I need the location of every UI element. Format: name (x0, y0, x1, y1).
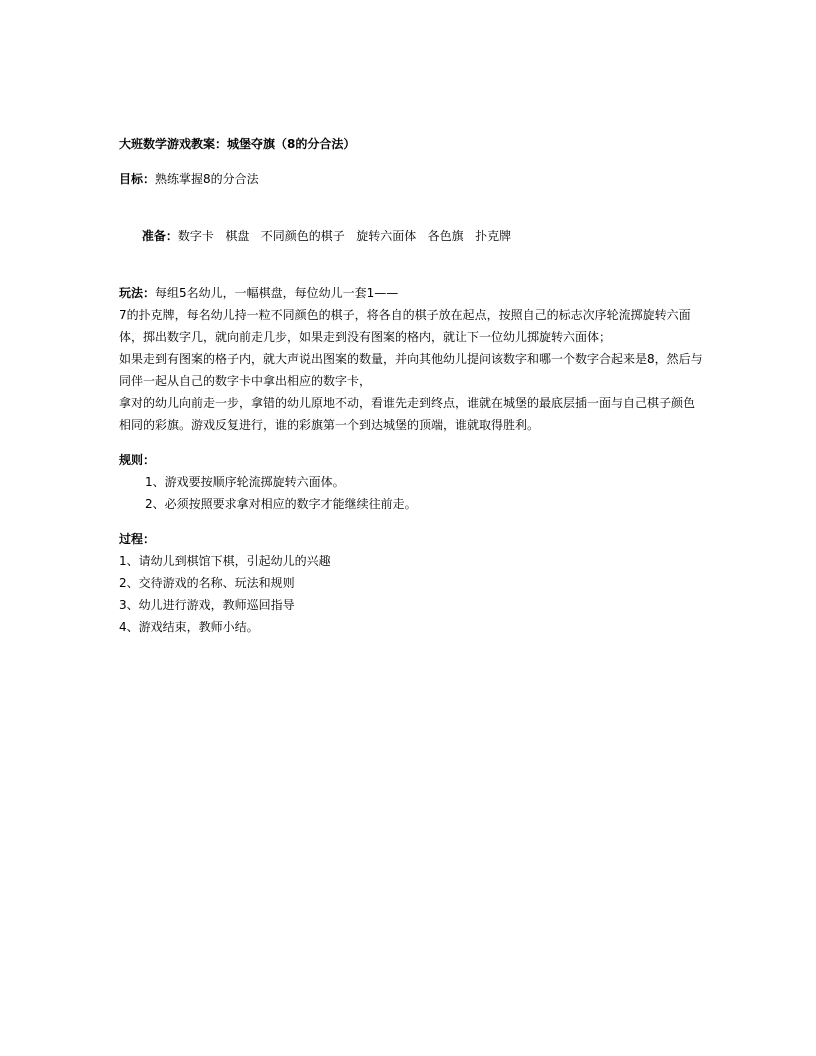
document-title: 大班数学游戏教案：城堡夺旗（8的分合法） (119, 137, 356, 151)
play-section (119, 282, 704, 436)
rules-label: 规则： (119, 453, 156, 467)
play-label: 玩法： (119, 286, 156, 300)
play-line: 7的扑克牌，每名幼儿持一粒不同颜色的棋子，将各自的棋子放在起点，按照自己的标志次序轮流掷旋转六面体，掷出数字几，就向前走几步，如果走到没有图案的格内，就让下一位幼儿掷旋转六面体； (119, 308, 691, 344)
play-line: 每组5名幼儿，一幅棋盘，每位幼儿一套1—— (155, 286, 399, 300)
process-label: 过程： (119, 532, 156, 546)
rule-item: 2、必须按照要求拿对相应的数字才能继续往前走。 (145, 497, 417, 511)
document-page (119, 133, 704, 638)
goal-text: 熟练掌握8的分合法 (155, 172, 259, 186)
rules-list (119, 471, 704, 515)
process-item: 3、幼儿进行游戏，教师巡回指导 (119, 598, 295, 612)
prep-text: 数字卡 棋盘 不同颜色的棋子 旋转六面体 各色旗 扑克牌 (177, 229, 512, 243)
play-line: 拿对的幼儿向前走一步，拿错的幼儿原地不动，看谁先走到终点，谁就在城堡的最底层插一面与自己棋子颜色相同的彩旗。游戏反复进行，谁的彩旗第一个到达城堡的顶端，谁就取得胜利。 (119, 396, 696, 432)
process-section (119, 528, 704, 638)
rules-section (119, 449, 704, 515)
process-item: 1、请幼儿到棋馆下棋，引起幼儿的兴趣 (119, 554, 331, 568)
process-list (119, 550, 704, 638)
prep-section (119, 203, 704, 269)
play-line: 如果走到有图案的格子内，就大声说出图案的数量，并向其他幼儿提问该数字和哪一个数字合起来是8，然后与同伴一起从自己的数字卡中拿出相应的数字卡， (119, 352, 703, 388)
process-item: 2、交待游戏的名称、玩法和规则 (119, 576, 295, 590)
goal-label: 目标： (119, 172, 156, 186)
prep-label: 准备： (141, 229, 178, 243)
goal-section (119, 168, 704, 190)
process-item: 4、游戏结束，教师小结。 (119, 620, 259, 634)
rule-item: 1、游戏要按顺序轮流掷旋转六面体。 (145, 475, 345, 489)
